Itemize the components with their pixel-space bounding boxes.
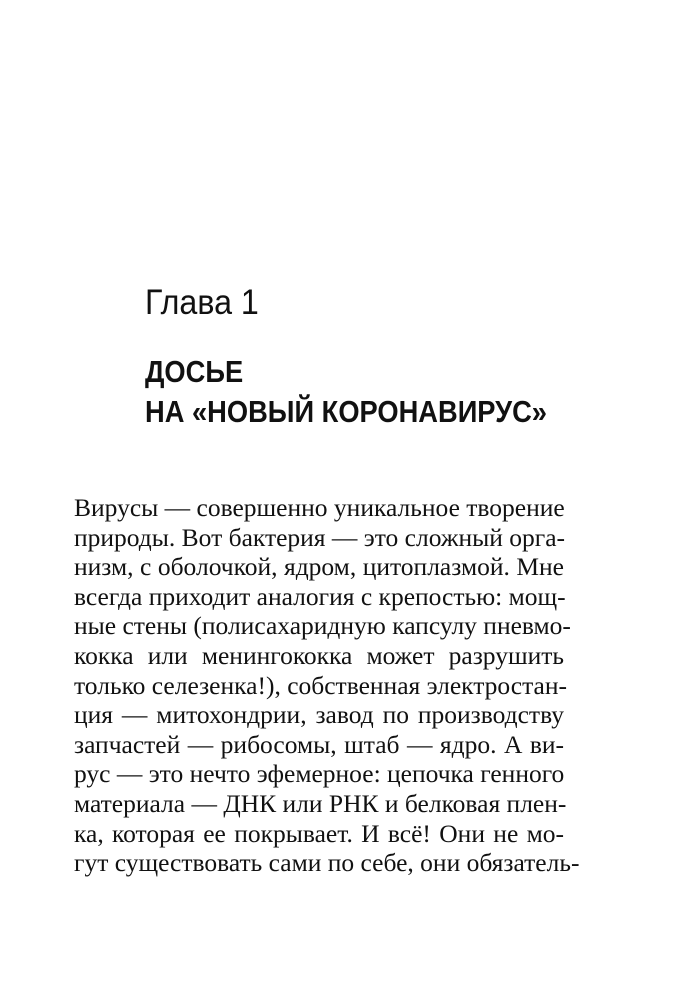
text-line: кокка или менингококка может разрушить: [74, 640, 564, 670]
text-line: низм, с оболочкой, ядром, цитоплазмой. Мне: [74, 552, 564, 582]
text-line: природы. Вот бактерия — это сложный орга-: [74, 522, 566, 552]
text-line: только селезенка!), собственная электростан-: [74, 670, 568, 700]
chapter-title-line: НА «НОВЫЙ КОРОНАВИРУС»: [145, 394, 547, 429]
body-paragraph: [74, 493, 580, 878]
text-line: рус — это нечто эфемерное: цепочка генного: [74, 759, 565, 789]
text-line: материала — ДНК или РНК и белковая плен-: [74, 788, 567, 818]
chapter-title-line: ДОСЬЕ: [145, 354, 244, 389]
text-line: ция — митохондрии, завод по производству: [74, 700, 564, 730]
chapter-label: Глава 1: [145, 283, 259, 322]
text-line: всегда приходит аналогия с крепостью: мощ-: [74, 581, 566, 611]
text-line: Вирусы — совершенно уникальное творение: [74, 493, 565, 522]
text-line: ка, которая ее покрывает. И всё! Они не мо-: [74, 818, 564, 848]
text-line: ные стены (полисахаридную капсулу пневмо-: [74, 611, 571, 641]
text-line: гут существовать сами по себе, они обязатель-: [74, 848, 580, 878]
text-line: запчастей — рибосомы, штаб — ядро. А ви-: [74, 729, 564, 759]
chapter-title: [145, 352, 547, 432]
